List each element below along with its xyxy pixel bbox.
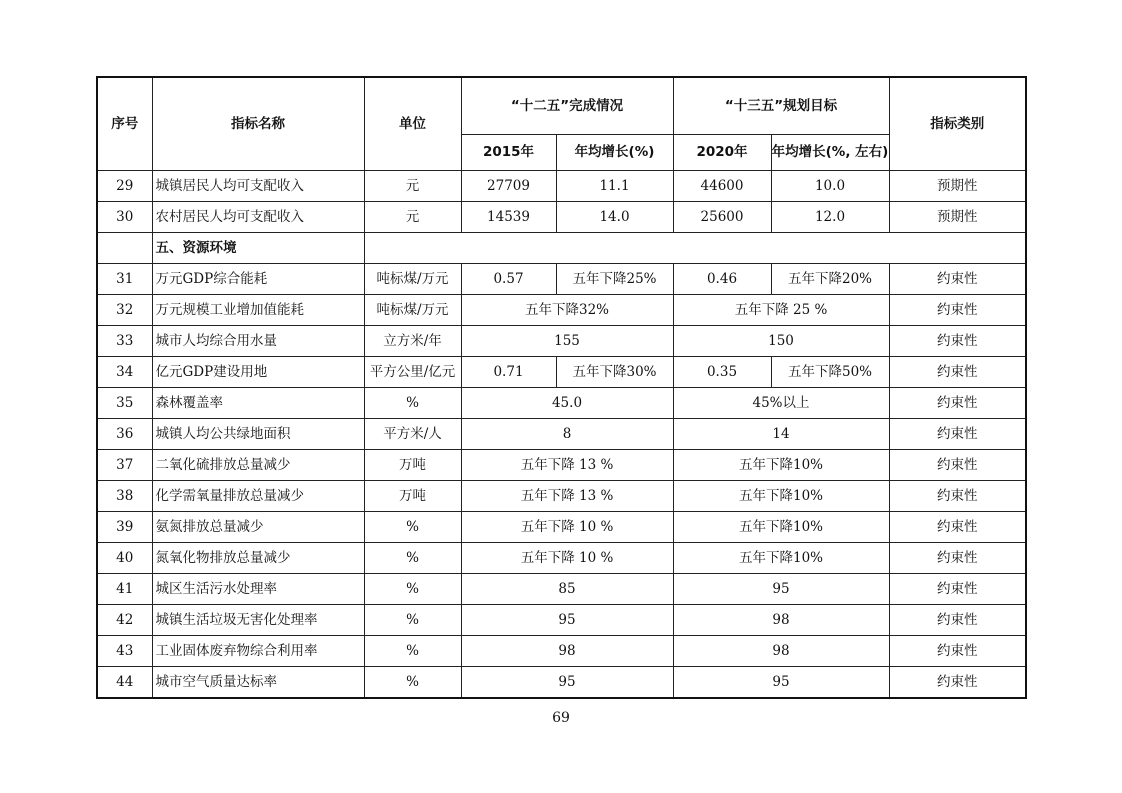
header-2015: 2015年 xyxy=(461,134,556,170)
header-unit: 单位 xyxy=(364,77,461,170)
table-row xyxy=(97,449,1026,480)
category-cell: 约束性 xyxy=(889,635,1026,666)
row-number: 39 xyxy=(97,511,152,542)
section-blank xyxy=(364,232,1026,263)
category-cell: 约束性 xyxy=(889,480,1026,511)
table-row xyxy=(97,263,1026,294)
table-row xyxy=(97,511,1026,542)
row-number: 33 xyxy=(97,325,152,356)
result-12th-plan: 95 xyxy=(461,666,673,698)
category-cell: 预期性 xyxy=(889,170,1026,201)
header-2020: 2020年 xyxy=(673,134,771,170)
unit-cell: 万吨 xyxy=(364,480,461,511)
category-cell: 约束性 xyxy=(889,604,1026,635)
growth-12th-plan: 五年下降25% xyxy=(556,263,673,294)
unit-cell: % xyxy=(364,666,461,698)
row-number: 32 xyxy=(97,294,152,325)
value-2015: 0.71 xyxy=(461,356,556,387)
unit-cell: % xyxy=(364,542,461,573)
unit-cell: 吨标煤/万元 xyxy=(364,263,461,294)
target-13th-plan: 五年下降10% xyxy=(673,542,889,573)
header-13th-plan: “十三五”规划目标 xyxy=(673,77,889,134)
category-cell: 约束性 xyxy=(889,542,1026,573)
table-row xyxy=(97,387,1026,418)
row-number: 44 xyxy=(97,666,152,698)
unit-cell: % xyxy=(364,635,461,666)
indicator-name: 万元GDP综合能耗 xyxy=(152,263,364,294)
unit-cell: 吨标煤/万元 xyxy=(364,294,461,325)
header-name: 指标名称 xyxy=(152,77,364,170)
value-2015: 27709 xyxy=(461,170,556,201)
target-13th-plan: 95 xyxy=(673,666,889,698)
growth-13th-plan: 10.0 xyxy=(771,170,889,201)
category-cell: 约束性 xyxy=(889,325,1026,356)
row-number: 40 xyxy=(97,542,152,573)
unit-cell: % xyxy=(364,604,461,635)
row-number: 29 xyxy=(97,170,152,201)
result-12th-plan: 8 xyxy=(461,418,673,449)
value-2015: 0.57 xyxy=(461,263,556,294)
indicator-name: 森林覆盖率 xyxy=(152,387,364,418)
table-row xyxy=(97,356,1026,387)
indicator-name: 万元规模工业增加值能耗 xyxy=(152,294,364,325)
category-cell: 约束性 xyxy=(889,666,1026,698)
header-row-1 xyxy=(97,77,1026,134)
indicator-name: 二氧化硫排放总量减少 xyxy=(152,449,364,480)
indicator-name: 农村居民人均可支配收入 xyxy=(152,201,364,232)
value-2020: 0.35 xyxy=(673,356,771,387)
header-12th-plan: “十二五”完成情况 xyxy=(461,77,673,134)
indicator-name: 城镇人均公共绿地面积 xyxy=(152,418,364,449)
target-13th-plan: 98 xyxy=(673,604,889,635)
table-row xyxy=(97,418,1026,449)
table-row xyxy=(97,604,1026,635)
indicator-name: 城镇生活垃圾无害化处理率 xyxy=(152,604,364,635)
indicator-name: 城镇居民人均可支配收入 xyxy=(152,170,364,201)
result-12th-plan: 45.0 xyxy=(461,387,673,418)
row-number: 38 xyxy=(97,480,152,511)
target-13th-plan: 95 xyxy=(673,573,889,604)
result-12th-plan: 五年下降 10 % xyxy=(461,542,673,573)
category-cell: 约束性 xyxy=(889,573,1026,604)
table-row xyxy=(97,170,1026,201)
category-cell: 约束性 xyxy=(889,418,1026,449)
unit-cell: 元 xyxy=(364,170,461,201)
growth-12th-plan: 14.0 xyxy=(556,201,673,232)
value-2020: 44600 xyxy=(673,170,771,201)
table-row xyxy=(97,325,1026,356)
unit-cell: 平方米/人 xyxy=(364,418,461,449)
target-13th-plan: 五年下降 25 % xyxy=(673,294,889,325)
row-number: 37 xyxy=(97,449,152,480)
table-row xyxy=(97,573,1026,604)
result-12th-plan: 95 xyxy=(461,604,673,635)
result-12th-plan: 155 xyxy=(461,325,673,356)
value-2015: 14539 xyxy=(461,201,556,232)
target-13th-plan: 五年下降10% xyxy=(673,480,889,511)
indicator-name: 工业固体废弃物综合利用率 xyxy=(152,635,364,666)
row-number: 35 xyxy=(97,387,152,418)
indicator-name: 城区生活污水处理率 xyxy=(152,573,364,604)
indicator-name: 氨氮排放总量减少 xyxy=(152,511,364,542)
value-2020: 0.46 xyxy=(673,263,771,294)
category-cell: 约束性 xyxy=(889,511,1026,542)
table-row xyxy=(97,201,1026,232)
target-13th-plan: 45%以上 xyxy=(673,387,889,418)
table-row xyxy=(97,666,1026,698)
unit-cell: % xyxy=(364,387,461,418)
row-number: 42 xyxy=(97,604,152,635)
header-growth-13: 年均增长(%, 左右) xyxy=(771,134,889,170)
category-cell: 约束性 xyxy=(889,449,1026,480)
header-category: 指标类别 xyxy=(889,77,1026,170)
growth-13th-plan: 五年下降50% xyxy=(771,356,889,387)
growth-13th-plan: 12.0 xyxy=(771,201,889,232)
indicator-name: 亿元GDP建设用地 xyxy=(152,356,364,387)
result-12th-plan: 五年下降 13 % xyxy=(461,449,673,480)
row-number: 31 xyxy=(97,263,152,294)
table-row xyxy=(97,480,1026,511)
growth-12th-plan: 11.1 xyxy=(556,170,673,201)
category-cell: 预期性 xyxy=(889,201,1026,232)
unit-cell: 元 xyxy=(364,201,461,232)
row-number: 30 xyxy=(97,201,152,232)
section-blank xyxy=(97,232,152,263)
indicator-table xyxy=(96,76,1027,699)
page-number: 69 xyxy=(552,710,570,726)
result-12th-plan: 五年下降 13 % xyxy=(461,480,673,511)
indicator-name: 氮氧化物排放总量减少 xyxy=(152,542,364,573)
target-13th-plan: 98 xyxy=(673,635,889,666)
value-2020: 25600 xyxy=(673,201,771,232)
result-12th-plan: 五年下降32% xyxy=(461,294,673,325)
row-number: 41 xyxy=(97,573,152,604)
category-cell: 约束性 xyxy=(889,263,1026,294)
table-row xyxy=(97,542,1026,573)
target-13th-plan: 150 xyxy=(673,325,889,356)
indicator-name: 城市人均综合用水量 xyxy=(152,325,364,356)
category-cell: 约束性 xyxy=(889,356,1026,387)
unit-cell: % xyxy=(364,511,461,542)
header-growth-12: 年均增长(%) xyxy=(556,134,673,170)
table-body xyxy=(97,77,1026,698)
unit-cell: 平方公里/亿元 xyxy=(364,356,461,387)
target-13th-plan: 五年下降10% xyxy=(673,449,889,480)
growth-13th-plan: 五年下降20% xyxy=(771,263,889,294)
section-title: 五、资源环境 xyxy=(152,232,364,263)
table-row xyxy=(97,635,1026,666)
unit-cell: % xyxy=(364,573,461,604)
category-cell: 约束性 xyxy=(889,294,1026,325)
target-13th-plan: 14 xyxy=(673,418,889,449)
indicator-name: 城市空气质量达标率 xyxy=(152,666,364,698)
target-13th-plan: 五年下降10% xyxy=(673,511,889,542)
unit-cell: 万吨 xyxy=(364,449,461,480)
unit-cell: 立方米/年 xyxy=(364,325,461,356)
result-12th-plan: 98 xyxy=(461,635,673,666)
section-row xyxy=(97,232,1026,263)
row-number: 34 xyxy=(97,356,152,387)
growth-12th-plan: 五年下降30% xyxy=(556,356,673,387)
result-12th-plan: 85 xyxy=(461,573,673,604)
table-row xyxy=(97,294,1026,325)
row-number: 43 xyxy=(97,635,152,666)
result-12th-plan: 五年下降 10 % xyxy=(461,511,673,542)
header-no: 序号 xyxy=(97,77,152,170)
indicator-name: 化学需氧量排放总量减少 xyxy=(152,480,364,511)
row-number: 36 xyxy=(97,418,152,449)
category-cell: 约束性 xyxy=(889,387,1026,418)
